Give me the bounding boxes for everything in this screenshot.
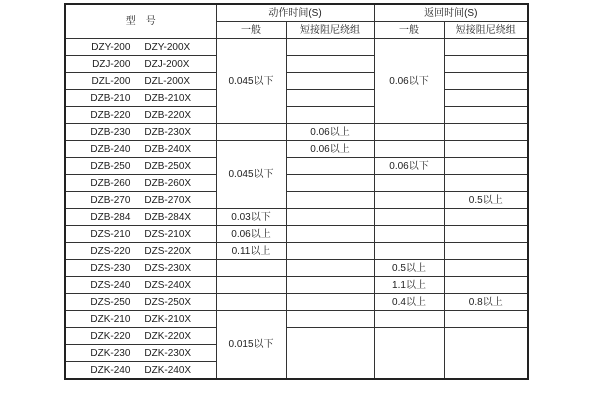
value-cell-return-damped (444, 209, 528, 226)
value-cell-return-damped (444, 141, 528, 158)
value-cell-action-damped (286, 260, 374, 277)
value-cell-return-general: 1.1以上 (374, 277, 444, 294)
value-cell-return-general (374, 124, 444, 141)
value-cell-return-damped (444, 56, 528, 73)
value-cell-action-damped (286, 56, 374, 73)
value-cell-return-damped (444, 243, 528, 260)
value-cell-action-damped (286, 90, 374, 107)
value-cell-action-damped (286, 192, 374, 209)
value-cell-return-general (374, 328, 444, 380)
model-cell: DZJ-200 DZJ-200X (65, 56, 216, 73)
table-row (65, 311, 528, 328)
value-cell-action-damped (286, 277, 374, 294)
model-cell: DZK-220 DZK-220X (65, 328, 216, 345)
model-cell: DZL-200 DZL-200X (65, 73, 216, 90)
value-cell-return-damped (444, 107, 528, 124)
value-cell-return-general (374, 311, 444, 328)
value-cell-return-damped: 0.8以上 (444, 294, 528, 311)
value-cell-action-general (216, 294, 286, 311)
table-row (65, 39, 528, 56)
value-cell-return-damped (444, 90, 528, 107)
value-cell-return-damped (444, 73, 528, 90)
value-cell-return-general (374, 192, 444, 209)
value-cell-return-damped (444, 158, 528, 175)
model-cell: DZS-230 DZS-230X (65, 260, 216, 277)
value-cell-action-damped (286, 209, 374, 226)
value-cell-action-damped (286, 311, 374, 328)
value-cell-return-damped (444, 124, 528, 141)
relay-spec-table (64, 3, 529, 380)
value-cell-return-damped (444, 260, 528, 277)
value-cell-action-damped: 0.06以上 (286, 141, 374, 158)
col-header-action-time: 动作时间(S) (216, 4, 374, 22)
value-cell-return-general (374, 209, 444, 226)
value-cell-action-general: 0.015以下 (216, 311, 286, 380)
value-cell-action-damped (286, 73, 374, 90)
table-row (65, 175, 528, 192)
value-cell-action-general: 0.03以下 (216, 209, 286, 226)
table-row (65, 192, 528, 209)
model-cell: DZS-250 DZS-250X (65, 294, 216, 311)
table-row (65, 260, 528, 277)
model-cell: DZK-240 DZK-240X (65, 362, 216, 380)
value-cell-return-general: 0.4以上 (374, 294, 444, 311)
value-cell-action-general: 0.06以上 (216, 226, 286, 243)
model-cell: DZB-240 DZB-240X (65, 141, 216, 158)
value-cell-return-general (374, 141, 444, 158)
value-cell-action-damped (286, 328, 374, 380)
model-cell: DZB-250 DZB-250X (65, 158, 216, 175)
value-cell-return-damped (444, 175, 528, 192)
value-cell-action-damped (286, 243, 374, 260)
model-cell: DZK-230 DZK-230X (65, 345, 216, 362)
table-row (65, 328, 528, 345)
value-cell-return-general (374, 175, 444, 192)
model-cell: DZY-200 DZY-200X (65, 39, 216, 56)
model-cell: DZB-260 DZB-260X (65, 175, 216, 192)
value-cell-return-general: 0.5以上 (374, 260, 444, 277)
value-cell-action-general: 0.11以上 (216, 243, 286, 260)
value-cell-action-general: 0.045以下 (216, 39, 286, 124)
value-cell-action-general (216, 260, 286, 277)
value-cell-action-damped (286, 175, 374, 192)
value-cell-action-general (216, 124, 286, 141)
value-cell-action-general (216, 277, 286, 294)
value-cell-return-general: 0.06以下 (374, 158, 444, 175)
value-cell-action-damped (286, 39, 374, 56)
model-cell: DZB-270 DZB-270X (65, 192, 216, 209)
model-cell: DZB-210 DZB-210X (65, 90, 216, 107)
table-row (65, 124, 528, 141)
value-cell-action-damped (286, 226, 374, 243)
value-cell-return-general (374, 226, 444, 243)
model-cell: DZS-220 DZS-220X (65, 243, 216, 260)
table-row (65, 90, 528, 107)
value-cell-action-damped (286, 158, 374, 175)
value-cell-action-damped (286, 294, 374, 311)
col-header-return-time: 返回时间(S) (374, 4, 528, 22)
col-header-return-general: 一般 (374, 22, 444, 39)
col-header-model: 型 号 (65, 4, 216, 39)
col-header-action-damped: 短接阻尼绕组 (286, 22, 374, 39)
value-cell-return-damped: 0.5以上 (444, 192, 528, 209)
model-cell: DZB-284 DZB-284X (65, 209, 216, 226)
value-cell-return-general: 0.06以下 (374, 39, 444, 124)
value-cell-return-damped (444, 311, 528, 328)
model-cell: DZS-240 DZS-240X (65, 277, 216, 294)
table-row (65, 294, 528, 311)
value-cell-return-general (374, 243, 444, 260)
value-cell-action-damped: 0.06以上 (286, 124, 374, 141)
value-cell-return-damped (444, 277, 528, 294)
table-row (65, 141, 528, 158)
table-row (65, 277, 528, 294)
model-cell: DZS-210 DZS-210X (65, 226, 216, 243)
table-row (65, 73, 528, 90)
col-header-return-damped: 短接阻尼绕组 (444, 22, 528, 39)
value-cell-return-damped (444, 39, 528, 56)
value-cell-action-damped (286, 107, 374, 124)
value-cell-return-damped (444, 328, 528, 380)
model-cell: DZB-220 DZB-220X (65, 107, 216, 124)
col-header-action-general: 一般 (216, 22, 286, 39)
table-row (65, 107, 528, 124)
table-row (65, 209, 528, 226)
table-row (65, 226, 528, 243)
table-row (65, 158, 528, 175)
table-row (65, 243, 528, 260)
value-cell-return-damped (444, 226, 528, 243)
model-cell: DZK-210 DZK-210X (65, 311, 216, 328)
model-cell: DZB-230 DZB-230X (65, 124, 216, 141)
value-cell-action-general: 0.045以下 (216, 141, 286, 209)
table-row (65, 56, 528, 73)
